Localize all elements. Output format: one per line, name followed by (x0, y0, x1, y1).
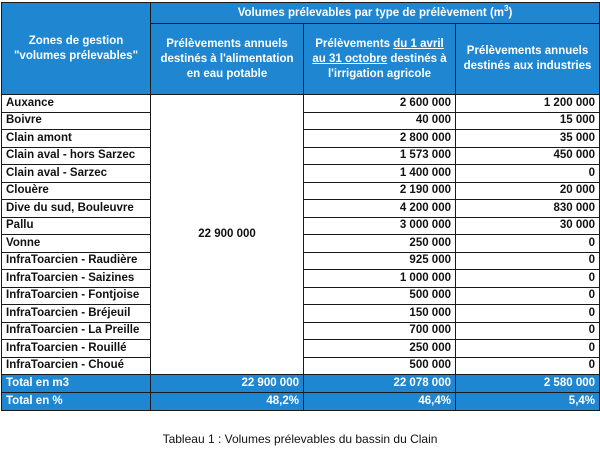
industries-cell: 0 (456, 287, 600, 305)
header-irrig-pre: Prélèvements (315, 37, 394, 50)
irrigation-cell: 700 000 (304, 322, 456, 340)
table-row (2, 95, 600, 113)
zone-cell: InfraToarcien - Bréjeuil (2, 305, 151, 323)
industries-cell: 15 000 (456, 112, 600, 130)
irrigation-cell: 4 200 000 (304, 200, 456, 218)
industries-cell: 1 200 000 (456, 95, 600, 113)
zone-cell: Boivre (2, 112, 151, 130)
total-row-pct (2, 393, 600, 411)
irrigation-cell: 500 000 (304, 287, 456, 305)
irrigation-cell: 500 000 (304, 357, 456, 375)
irrigation-cell: 925 000 (304, 252, 456, 270)
header-irrig-post: destinés à l'irrigation agricole (327, 52, 447, 80)
zone-cell: Vonne (2, 235, 151, 253)
irrigation-cell: 3 000 000 (304, 217, 456, 235)
header-group (151, 3, 600, 24)
industries-cell: 0 (456, 270, 600, 288)
header-group-text: Volumes prélevables par type de prélèvement (m (237, 6, 505, 19)
zone-cell: InfraToarcien - Saizines (2, 270, 151, 288)
header-group-sup: 3 (504, 3, 509, 13)
zone-cell: Clouère (2, 182, 151, 200)
header-irrig-period: du 1 avril au 31 octobre (312, 37, 444, 65)
volumes-table (1, 2, 600, 411)
header-indus-text: Prélèvements annuels destinés aux industries (463, 45, 592, 72)
industries-cell: 0 (456, 305, 600, 323)
zone-cell: InfraToarcien - Rouillé (2, 340, 151, 358)
zone-cell: Pallu (2, 217, 151, 235)
zone-cell: Clain amont (2, 130, 151, 148)
total-industries: 2 580 000 (456, 375, 600, 393)
industries-cell: 0 (456, 235, 600, 253)
zone-cell: Clain aval - Sarzec (2, 165, 151, 183)
irrigation-cell: 2 600 000 (304, 95, 456, 113)
irrigation-cell: 250 000 (304, 235, 456, 253)
irrigation-cell: 2 800 000 (304, 130, 456, 148)
irrigation-cell: 150 000 (304, 305, 456, 323)
industries-cell: 0 (456, 322, 600, 340)
irrigation-cell: 250 000 (304, 340, 456, 358)
total-potable: 22 900 000 (151, 375, 304, 393)
irrigation-cell: 40 000 (304, 112, 456, 130)
irrigation-cell: 1 573 000 (304, 147, 456, 165)
zone-cell: Auxance (2, 95, 151, 113)
total-industries: 5,4% (456, 393, 600, 411)
zone-cell: Clain aval - hors Sarzec (2, 147, 151, 165)
industries-cell: 830 000 (456, 200, 600, 218)
total-potable: 48,2% (151, 393, 304, 411)
potable-merged-cell: 22 900 000 (151, 95, 304, 375)
header-potable (151, 24, 304, 95)
zone-cell: InfraToarcien - Fontjoise (2, 287, 151, 305)
industries-cell: 35 000 (456, 130, 600, 148)
irrigation-cell: 1 000 000 (304, 270, 456, 288)
header-group-end: ) (508, 6, 513, 19)
zone-cell: Dive du sud, Bouleuvre (2, 200, 151, 218)
zone-cell: InfraToarcien - La Preille (2, 322, 151, 340)
total-label: Total en % (2, 393, 151, 411)
industries-cell: 30 000 (456, 217, 600, 235)
header-zone-text: Zones de gestion "volumes prélevables" (13, 34, 139, 62)
industries-cell: 0 (456, 340, 600, 358)
header-zone (2, 3, 151, 95)
industries-cell: 20 000 (456, 182, 600, 200)
irrigation-cell: 1 400 000 (304, 165, 456, 183)
table-caption: Tableau 1 : Volumes prélevables du bassin du Clain (162, 432, 438, 446)
header-potable-text: Prélèvements annuels destinés à l'alimentation en eau potable (160, 37, 294, 80)
total-irrigation: 22 078 000 (304, 375, 456, 393)
header-industries (456, 24, 600, 95)
industries-cell: 0 (456, 357, 600, 375)
total-row-m3 (2, 375, 600, 393)
industries-cell: 0 (456, 165, 600, 183)
industries-cell: 450 000 (456, 147, 600, 165)
irrigation-cell: 2 190 000 (304, 182, 456, 200)
total-irrigation: 46,4% (304, 393, 456, 411)
zone-cell: InfraToarcien - Raudière (2, 252, 151, 270)
header-row-top (2, 3, 600, 24)
total-label: Total en m3 (2, 375, 151, 393)
industries-cell: 0 (456, 252, 600, 270)
header-irrigation (304, 24, 456, 95)
zone-cell: InfraToarcien - Choué (2, 357, 151, 375)
